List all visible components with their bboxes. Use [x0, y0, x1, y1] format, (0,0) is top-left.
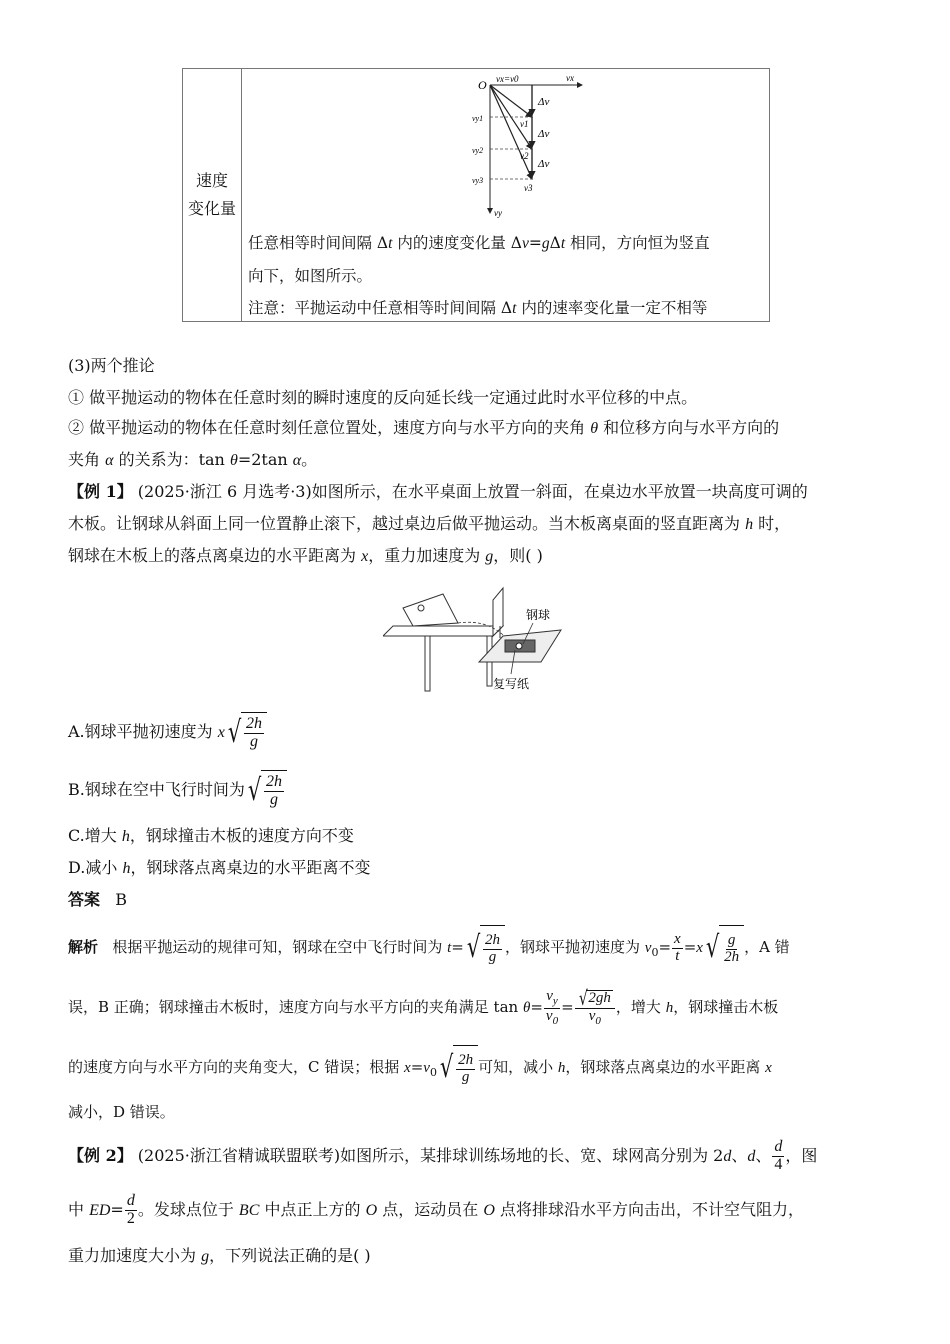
desc-line1: 任意相等时间间隔 Δt 内的速度变化量 Δv=gΔt 相同，方向恒为竖直: [248, 234, 710, 252]
inference-item1: ① 做平抛运动的物体在任意时刻的瞬时速度的反向延长线一定通过此时水平位移的中点。: [68, 388, 698, 407]
analysis-line1: 解析 根据平抛运动的规律可知，钢球在空中飞行时间为 t= √ $\frac{2h}{g}$ ，钢球平抛初速度为 $v_0=$ $\frac{x}{t}$ =x √ $\frac{g}{2h}$ ，A 错: [68, 924, 790, 976]
v3-arrow: [490, 85, 532, 179]
analysis-line3: 的速度方向与水平方向的夹角变大，C 错误；根据 $x=v_0$ √ $\frac{2h}{g}$ 可知，减小 h，钢球落点离桌边的水平距离 x: [68, 1044, 772, 1096]
table-ramp-figure: [383, 578, 573, 693]
fig-label-ball: 钢球: [526, 608, 551, 622]
dv3-label: Δv: [538, 158, 550, 170]
fig-label-paper: 复写纸: [493, 677, 530, 691]
v1-arrow: [490, 85, 532, 117]
table-description: [248, 227, 710, 325]
table-label-line1: 速度: [195, 171, 228, 190]
analysis-line2: 误，B 正确；钢球撞击木板时，速度方向与水平方向的夹角满足 tan θ= $\frac{v_y}{v_0}$ = √ 2gh $v_0$ ，增大 h，钢球撞击木板: [68, 986, 779, 1028]
note-line: 注意：平抛运动中任意相等时间间隔 Δt 内的速率变化量一定不相等: [248, 299, 708, 317]
v2-label: v2: [520, 151, 529, 161]
example2-line2: 中 ED= $\frac{d}{2}$ 。发球点位于 BC 中点正上方的 O 点，运动员在 O 点将排球沿水平方向击出，不计空气阻力，: [68, 1192, 804, 1227]
table-content-cell: [242, 69, 770, 322]
example1-tag: 【例 1】: [68, 482, 133, 501]
origin-label: O: [478, 78, 487, 92]
example1-line1: 【例 1】 (2025·浙江 6 月选考·3)如图所示，在水平桌面上放置一斜面，在桌边水平放置一块高度可调的: [68, 482, 808, 501]
inference-item2: ② 做平抛运动的物体在任意时刻任意位置处，速度方向与水平方向的夹角 θ 和位移方向与水平方向的: [68, 418, 780, 437]
example1-line2: 木板。让钢球从斜面上同一位置静止滚下，越过桌边后做平抛运动。当木板离桌面的竖直距离为 h 时，: [68, 514, 791, 533]
option-c: C.增大 h，钢球撞击木板的速度方向不变: [68, 826, 354, 845]
answer-line: 答案 B: [68, 890, 128, 909]
inference-heading: (3)两个推论: [68, 356, 155, 375]
desc-line2: 向下，如图所示。: [248, 267, 373, 285]
table-label-cell: [183, 69, 242, 322]
dv1-label: Δv: [538, 96, 550, 108]
example2-line1: 【例 2】 (2025·浙江省精诚联盟联考)如图所示，某排球训练场地的长、宽、球网高分别为 2d、d、 $\frac{d}{4}$ ，图: [68, 1138, 818, 1173]
analysis-line4: 减小，D 错误。: [68, 1103, 175, 1121]
vy1-label: vy1: [472, 114, 484, 123]
example1-line3: 钢球在木板上的落点离桌边的水平距离为 x，重力加速度为 g，则( ): [68, 546, 543, 565]
vx-top-label: vx=v0: [496, 74, 519, 84]
option-d: D.减小 h，钢球落点离桌边的水平距离不变: [68, 858, 371, 877]
v3-label: v3: [524, 183, 533, 193]
vy3-label: vy3: [472, 176, 484, 185]
dv2-label: Δv: [538, 128, 550, 140]
v1-label: v1: [520, 119, 529, 129]
option-a: A.钢球平抛初速度为 x √ $\frac{2h}{g}$: [68, 712, 267, 753]
velocity-change-diagram: [462, 71, 592, 223]
vx-axis-label: vx: [566, 73, 574, 83]
example2-tag: 【例 2】: [68, 1146, 133, 1165]
inference-item3: 夹角 α 的关系为：tan θ=2tan α。: [68, 450, 318, 469]
steel-ball-icon: [418, 605, 424, 611]
example2-line3: 重力加速度大小为 g，下列说法正确的是( ): [68, 1246, 371, 1265]
speed-change-table: [182, 68, 770, 322]
vy-axis-label: vy: [494, 208, 502, 218]
table-label-line2: 变化量: [187, 199, 236, 218]
vy2-label: vy2: [472, 146, 484, 155]
option-b: B.钢球在空中飞行时间为 √ $\frac{2h}{g}$: [68, 770, 287, 811]
